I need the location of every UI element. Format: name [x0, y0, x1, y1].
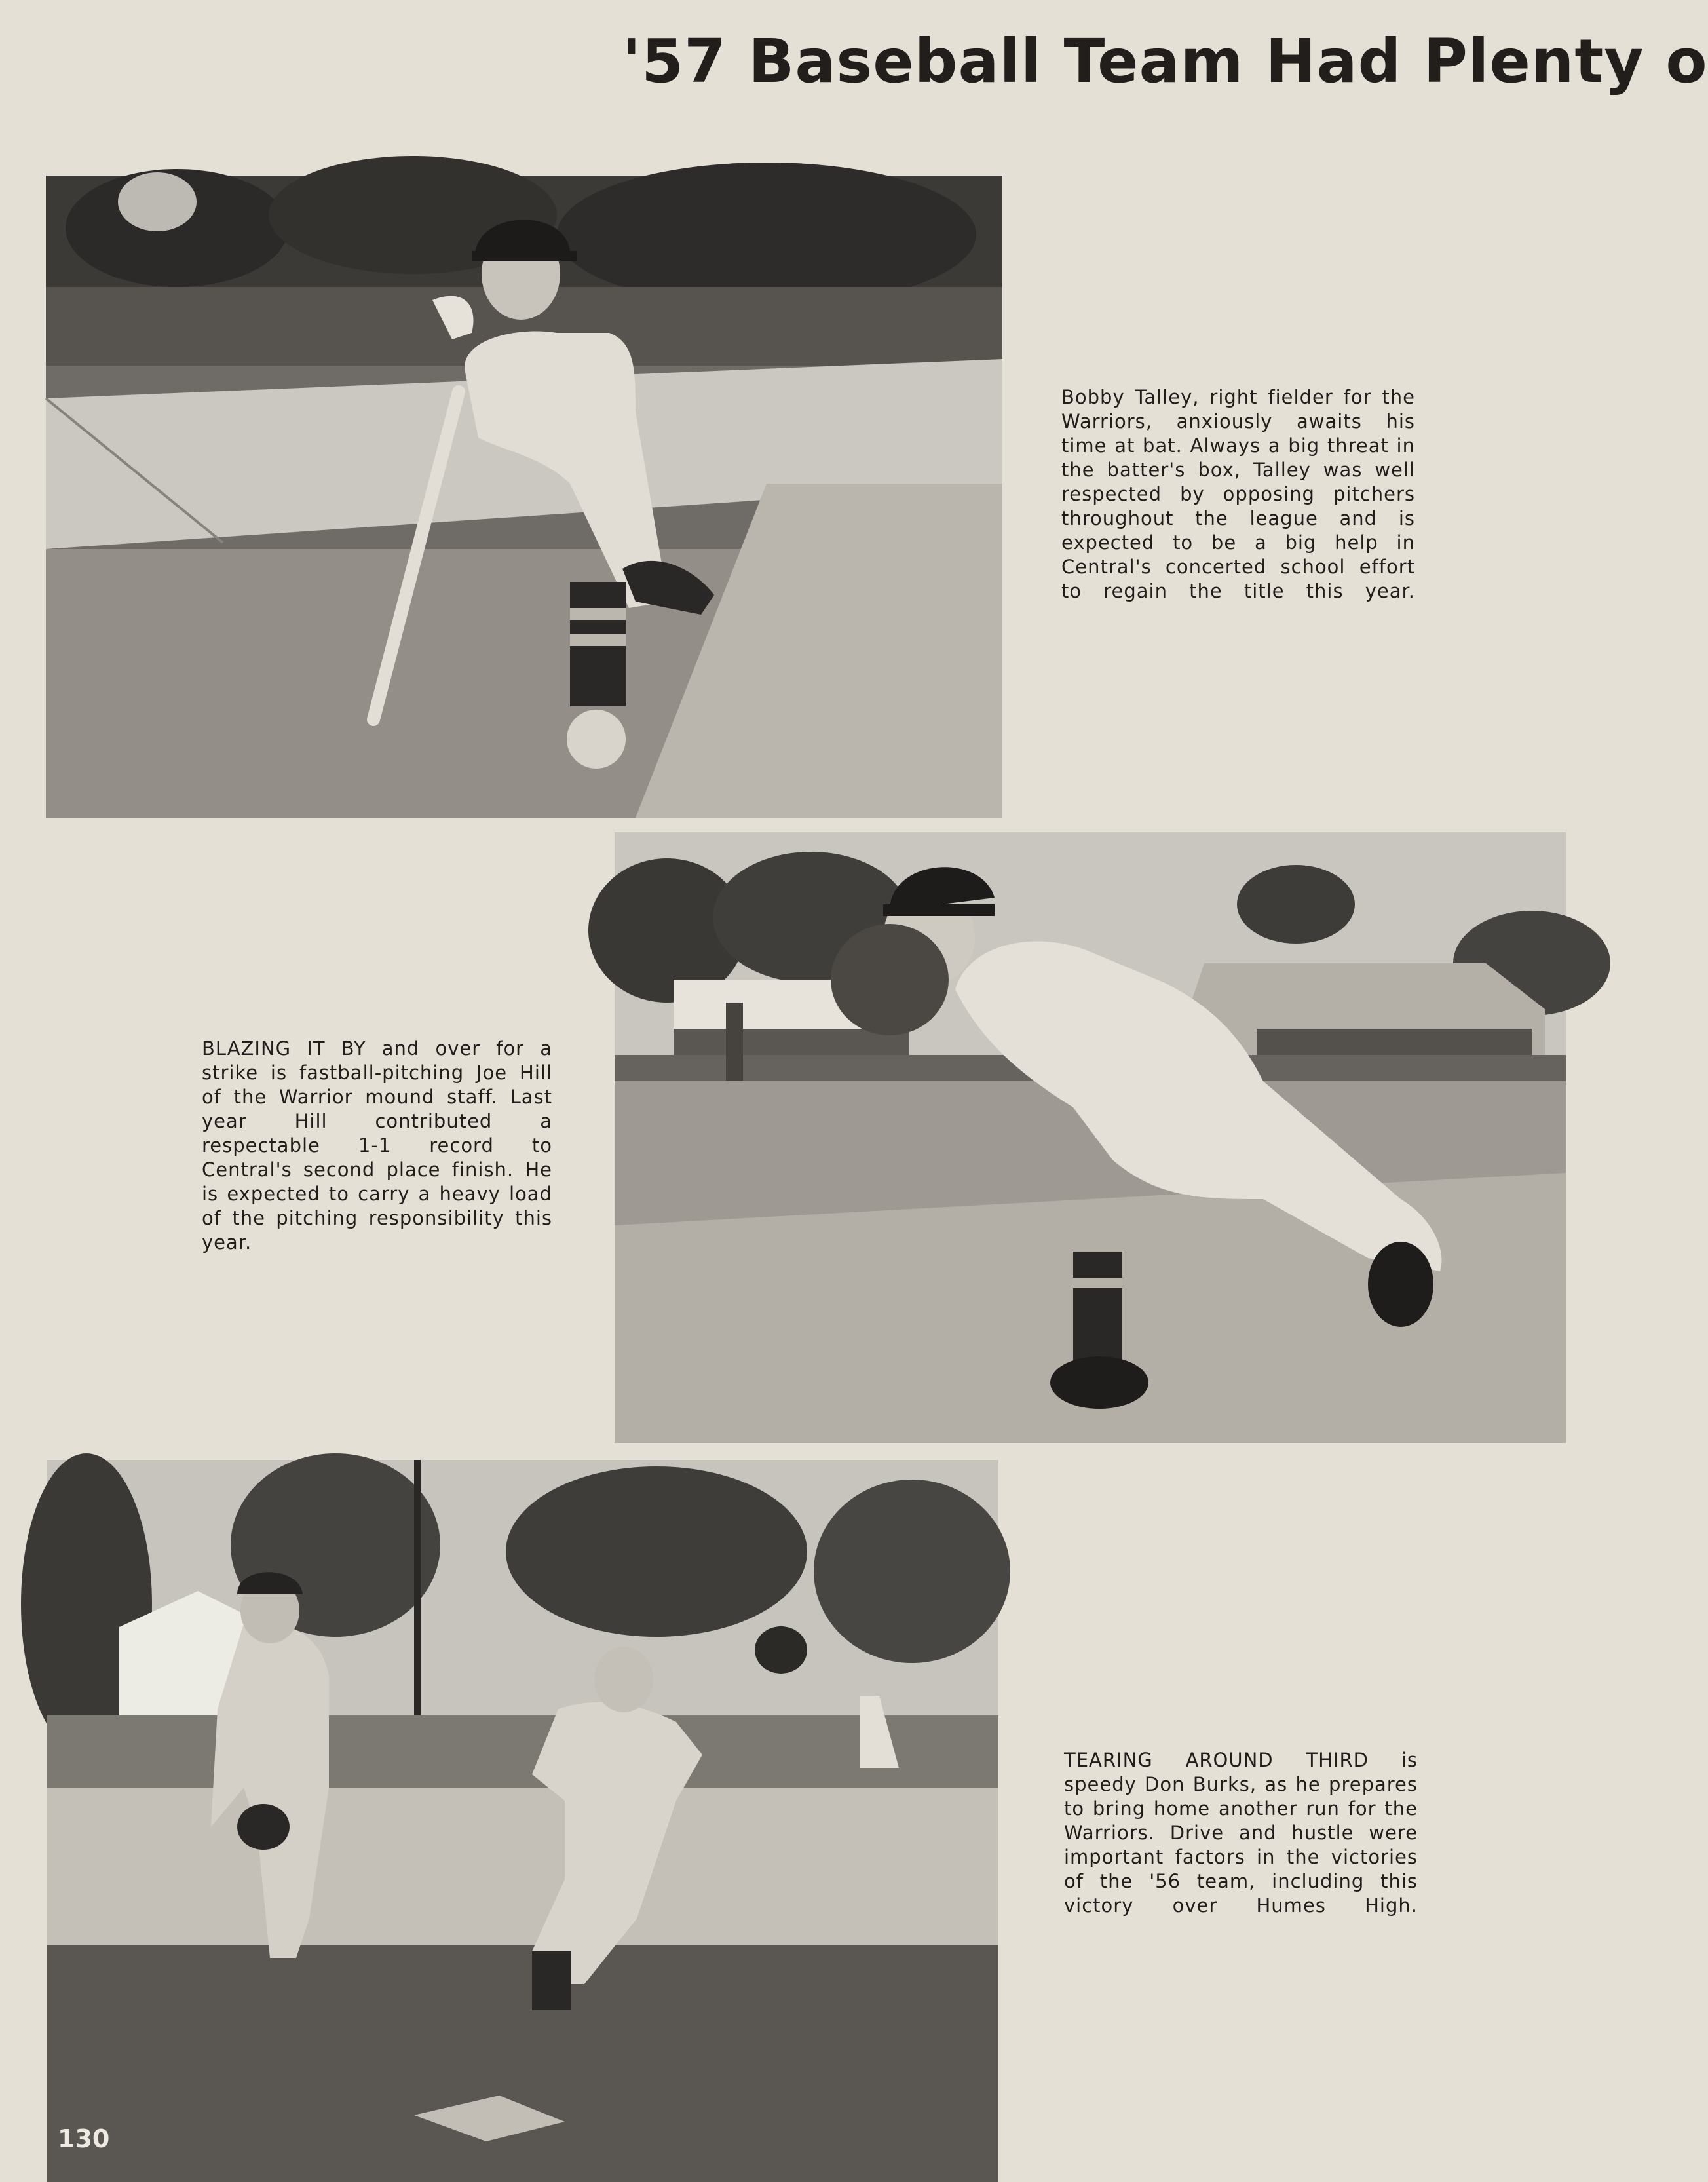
runner-caption: TEARING AROUND THIRD is speedy Don Burks, as he prepares to bring home another run for the Warriors. Drive and hustle were important factors in the victories of the '56 team, including this victory over Humes High. — [1064, 1749, 1418, 1917]
batter-caption: Bobby Talley, right fielder for the Warriors, anxiously awaits his time at bat. Always a big threat in the batter's box, Talley was well respected by opposing pitchers throughout the league and is expected to be a big help in Central's concerted school effort to regain the title this year. — [1061, 386, 1415, 602]
batter-photo — [46, 176, 1002, 818]
pitcher-caption: BLAZING IT BY and over for a strike is fastball-pitching Joe Hill of the Warrior mound staff. Last year Hill contributed a respectable 1-1 record to Central's second place finish. He is expected to carry a heavy load of the pitching responsibility this year. — [202, 1037, 552, 1254]
pitcher-photo — [615, 832, 1566, 1443]
page-number: 130 — [58, 2124, 110, 2153]
runner-photo — [47, 1460, 998, 2182]
page-title: '57 Baseball Team Had Plenty o — [622, 26, 1708, 96]
